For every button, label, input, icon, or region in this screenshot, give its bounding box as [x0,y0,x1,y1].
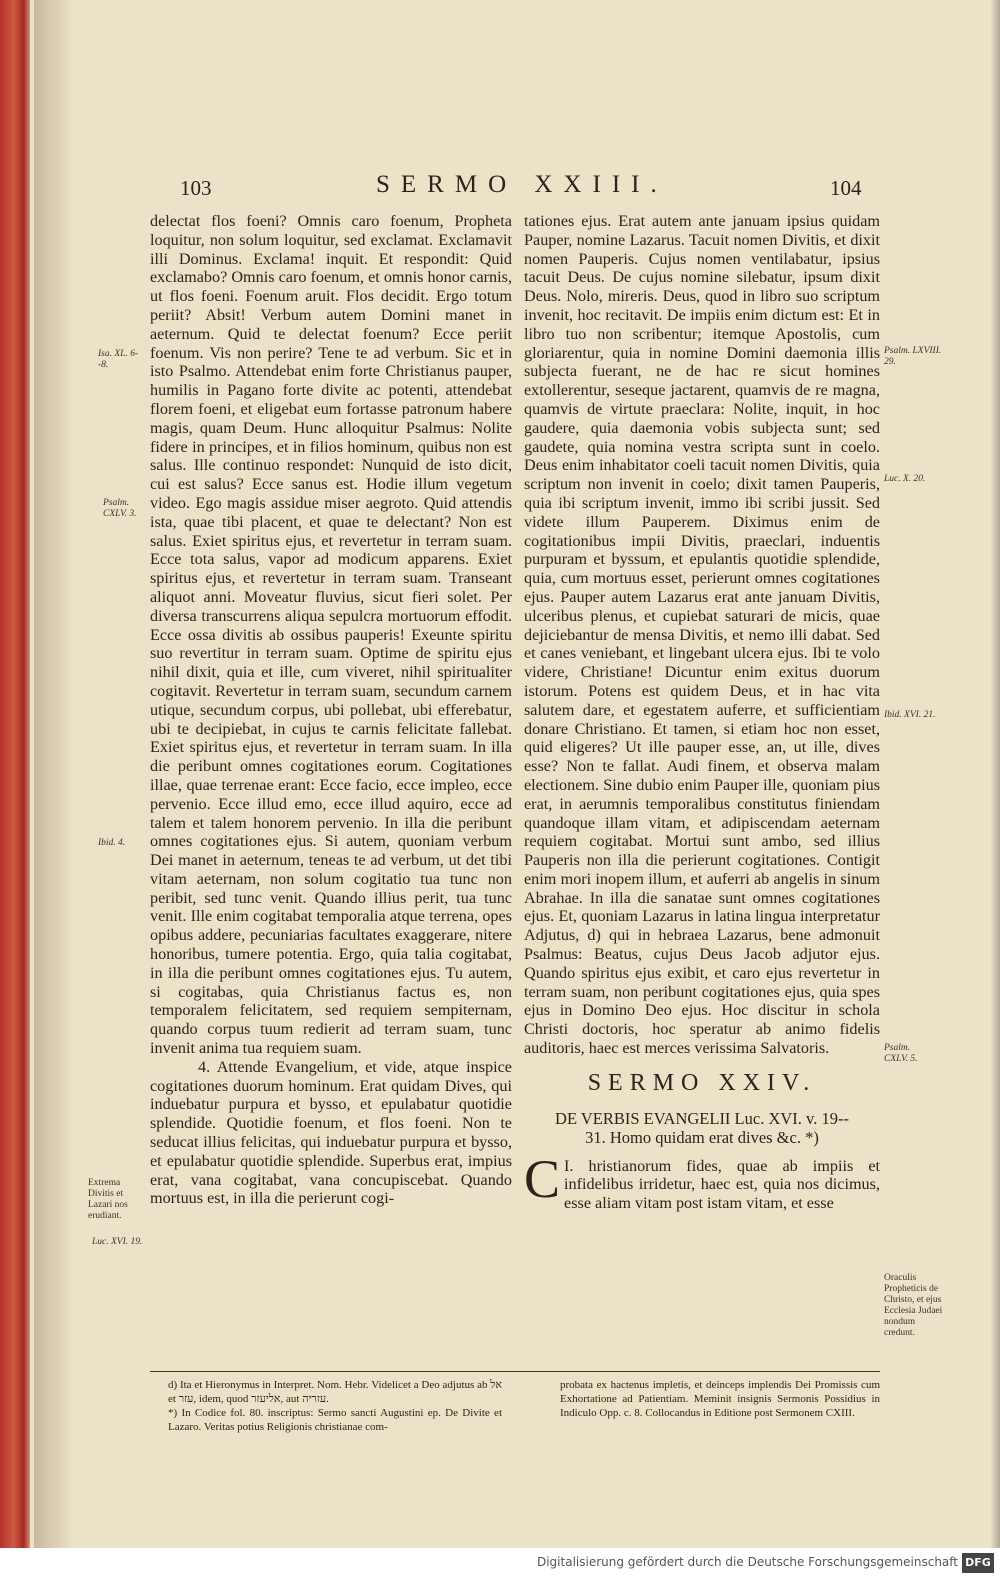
margin-note-ibid-4: Ibid. 4. [98,838,126,848]
gutter-shadow [34,0,74,1548]
footnote-star-continued: probata ex hactenus impletis, et deinceps implendis Dei Promissis cum Exhortatione ad Patientiam. Meminit insignis Sermonis Possidius in Indiculo Opp. c. 8. Collocandus in Editione post Sermonem CXIII. [560,1379,880,1419]
digitization-credit: Digitalisierung gefördert durch die Deutsche Forschungsgemeinschaft [536,1555,958,1569]
footnote-d: d) Ita et Hieronymus in Interpret. Nom. Hebr. Videlicet a Deo adjutus ab אל et עזר, idem, quod אליעזר, aut עזריה. [168,1379,502,1405]
left-paragraph-1: delectat flos foeni? Omnis caro foenum, Propheta loquitur, non solum loquitur, sed exclamat. Exclamavit illi Dominus. Exclama! inquit. Et respondit: Quid exclamabo? Omnis caro foenum, et omnis honor carnis, ut flos foeni. Foenum aruit. Flos decidit. Ergo totum periit? Absit! Verbum autem Domini manet in aeternum. Quid te delectat foenum? Ecce periit foenum. Vis non perire? Tene te ad verbum. Sic et in isto Psalmo. Attendebat enim forte Christianus pauper, humilis in Pagano forte divite ac potenti, attendebat florem foeni, et eligebat eum fortasse patronum habere magis, quam Deum. Hunc alloquitur Psalmus: Nolite fidere in principes, et in filios hominum, quibus non est salus. Ille continuo respondet: Nunquid de isto dicit, cui est salus? Ecce sanus est. Hodie illum vegetum video. Ego magis assidue miser aegroto. Quid attendis ista, quae tibi placent, et quae te delectant? Non est salus. Exiet spiritus ejus, et revertetur in terram suam. Ecce tota salus, vapor ad modicum apparens. Exiet spiritus ejus, et revertetur in terram suam. Transeant aliquot anni. Moveatur fluvius, sicut fieri solet. Per diversa transcurrens aliqua sepulcra mortuorum effodit. Ecce ossa divitis ab ossibus pauperis! Exeunte spiritu suo revertitur in terram suam. Optime de spiritu ejus nihil dixit, quia et ille, cum viveret, nihil spiritualiter cogitavit. Revertetur in terram suam, secundum carnem utique, secundum corpus, ubi pollebat, ubi efferebatur, ubi te decipiebat, in cujus te carnis felicitate fallebat. Exiet spiritus ejus, et revertetur in terram suam. In illa die peribunt omnes cogitationes eorum. Cogitationes illae, quae terrenae erant: Ecce facio, ecce impleo, ecce pervenio. Ecce illud emo, ecce illud aquiro, ecce ad talem et talem honorem pervenio. In illa die peribunt omnes cogitationes ejus. Si autem, quoniam verbum Dei manet in aeternum, teneas te ad verbum, ut det tibi vitam aeternam, non solum cogitatio tua tunc non peribit, sed tunc venit. Quando illius perit, tua tunc venit. Ille enim cogitabat temporalia atque terrena, opes opibus addere, pecuniarias facultates exaggerare, nitere honoribus, tumere potentia. Ergo, quia talia cogitabat, in illa die peribunt omnes cogitationes ejus. Tu autem, si cogitabas, quia Christianus factus es, non temporalem felicitatem, sed requiem sempiternam, quando corpus tuum redierit ad terram suam, tunc invenit anima tua requiem suam. [150,212,512,1058]
footnotes-right [560,1378,880,1420]
right-paragraph-1: tationes ejus. Erat autem ante januam ipsius quidam Pauper, nomine Lazarus. Tacuit nomen Divitis, et dixit nomen Pauperis. Cujus nomen ventilabatur, ipsius tacuit Deus. De cujus nomine silebatur, ipsum dixit Deus. Nolo, mireris. Deus, quod in libro suo scriptum invenit, hoc recitavit. De impiis enim dictum est: Et in libro tuo non scribentur; itemque Apostolis, cum gloriarentur, quia in nomine Domini daemonia illis subjecta fuerant, ne de hac re sicut homines extollerentur, seseque jactarent, quamvis de re magna, quamvis de virtute praeclara: Nolite, inquit, in hoc gaudere, quia daemonia vobis subjecta sunt; sed gaudete, quia nomina vestra scripta sunt in coelo. Deus enim inhabitator coeli tacuit nomen Divitis, quia scriptum non invenit in coelo; dixit tamen Pauperis, quia ibi scriptum invenit, immo ibi scribi jussit. Sed videte illum Pauperem. Diximus enim de cogitationibus impii Divitis, praeclari, induentis purpuram et byssum, et epulantis quotidie splendide, quia, cum mortuus esset, perierunt omnes cogitationes ejus. Pauper autem Lazarus erat ante januam Divitis, ulceribus plenus, et cupiebat saturari de micis, quae dejiciebantur de mensa Divitis, et nemo illi dabat. Sed et canes veniebant, et lingebant ulcera ejus. Ibi te volo videre, Christiane! Dicuntur enim exitus duorum istorum. Potens est quidem Deus, et in hac vita salutem dare, et egestatem auferre, et sufficientiam donare Christiano. Et tamen, si etiam hoc non esset, quid eligeres? Ut ille pauper esse, an, ut ille, dives esse? Non te fallat. Audi finem, et observa malam electionem. Sine dubio enim Pauper ille, quoniam pius erat, in aerumnis temporalibus constitutus finiendam quandoque illam vitam, et adipiscendam aeternam requiem cogitabat. Mortui sunt ambo, sed illius Pauperis non illa die perierunt cogitationes. Contigit enim mori inopem illum, et auferri ab angelis in sinum Abrahae. In illa die sanatae sunt omnes cogitationes ejus. Et, quoniam Lazarus in latina lingua interpretatur Adjutus, d) qui in hebraea Lazarus, bene admonuit Psalmus: Beatus, cujus Deus Jacob adjutor ejus. Quando spiritus ejus exibit, et caro ejus revertetur in terram suam, non peribunt cogitationes ejus, quia spes ejus in Domino Deo ejus. Hoc discitur in schola Christi doctoris, hoc speratur ab animo fidelis auditoris, haec est merces verissima Salvatoris. [524,212,880,1058]
footnotes-left [168,1378,502,1434]
dfg-logo: DFG [962,1553,994,1573]
margin-note-oraculis: Oraculis Propheticis de Christo, et ejus Ecclesia Judaei nondum credunt. [884,1273,943,1338]
section-subtitle [524,1109,880,1147]
left-paragraph-2: 4. Attende Evangelium, et vide, atque inspice cogitationes duorum hominum. Erat quidam Dives, qui induebatur purpura et bysso, et epulabatur quotidie splendide. Quotidie foenum, et flos foeni. Non te seducat illius felicitas, qui induebatur purpura et bysso, et epulabatur quotidie splendide. Superbus erat, impius erat, vana cogitabat, vana concupiscebat. Quando mortuus est, in illa die perierunt cogi- [150,1057,512,1208]
margin-note-psalm-145-3: Psalm. CXLV. 3. [103,498,137,519]
page-number-right: 104 [830,176,862,200]
right-text-column [524,212,880,1213]
margin-note-luc-xvi: Luc. XVI. 19. [92,1237,143,1247]
paragraph-number: I. [564,1156,574,1175]
subtitle-line-1: DE VERBIS EVANGELII Luc. XVI. v. 19-- [555,1108,849,1128]
margin-note-isa: Isa. XL. 6--8. [98,349,139,370]
footnote-rule [150,1371,880,1372]
sermo-xxiv-paragraph-1 [524,1148,881,1213]
drop-cap: C [524,1148,561,1209]
margin-note-psalm-145-5: Psalm. CXLV. 5. [884,1043,918,1064]
margin-note-ibid-xvi-21: Ibid. XVI. 21. [884,710,936,720]
margin-note-extrema: Extrema Divitis et Lazari nos erudiant. [88,1178,128,1221]
margin-note-luc-x-20: Luc. X. 20. [884,474,926,484]
left-text-column [150,212,512,1208]
footnote-star: *) In Codice fol. 80. inscriptus: Sermo sancti Augustini ep. De Divite et Lazaro. Veritas potius Religionis christianae com- [168,1407,502,1433]
page-number-left: 103 [180,176,212,200]
margin-note-psalm-68: Psalm. LXVIII. 29. [884,346,942,367]
book-edge [0,0,34,1548]
subtitle-line-2: 31. Homo quidam erat dives &c. *) [585,1127,819,1147]
paragraph-text: hristianorum fides, quae ab impiis et infidelibus irridetur, haec est, quia nos dicimus, esse aliam vitam post istam vitam, et esse [564,1156,881,1213]
running-head: SERMO XXIII. [376,171,668,198]
section-title-sermo-xxiv: SERMO XXIV. [587,1069,817,1096]
